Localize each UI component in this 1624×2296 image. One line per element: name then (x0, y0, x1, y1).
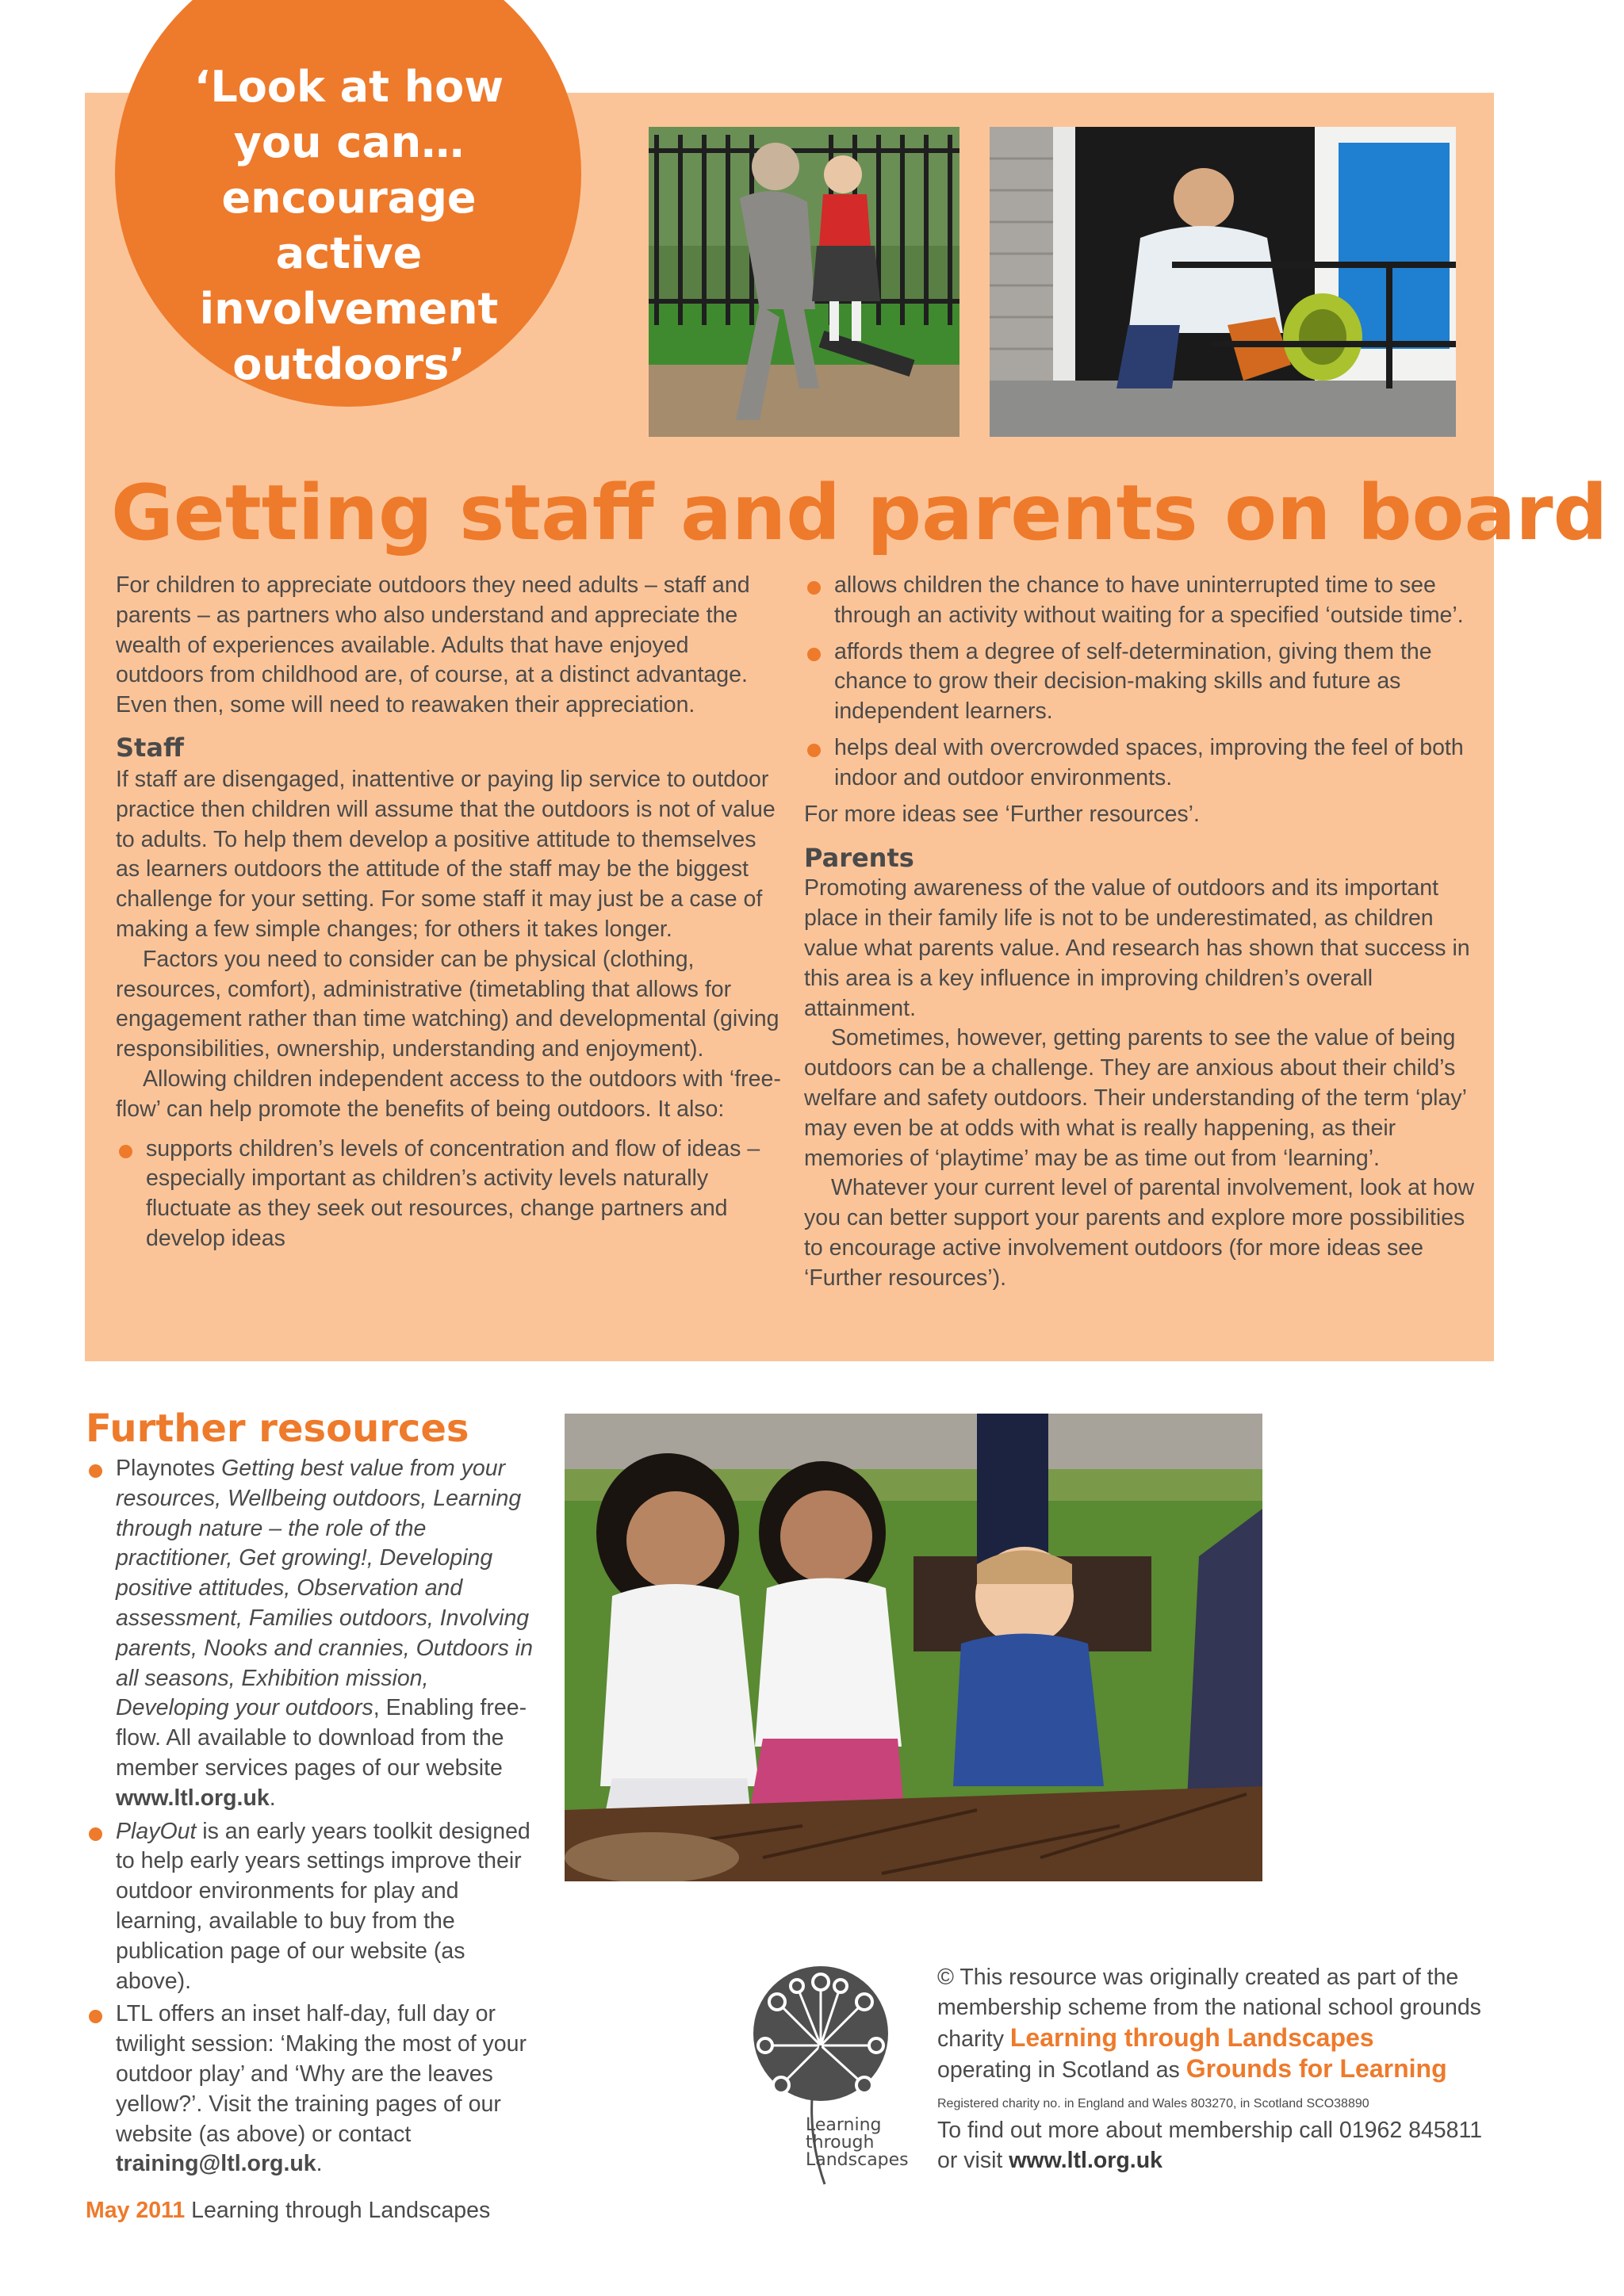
credit-text: © This resource was originally created as part of the membership scheme from the national school grounds charity (937, 1965, 1481, 2052)
list-item: supports children’s levels of concentration and flow of ideas – especially important as children’s activity levels naturally fluctuate as they seek out resources, change partners and develop ideas (116, 1135, 782, 1254)
list-item: allows children the chance to have uninterrupted time to see through an activity without waiting for a specified ‘outside time’. (804, 571, 1478, 631)
logo-line: Learning (806, 2115, 882, 2135)
membership-text: To find out more about membership call 01962 845811 or visit (937, 2117, 1483, 2173)
playout-title: PlayOut (116, 1818, 197, 1844)
free-flow-benefits-list-continued (804, 571, 1478, 794)
photo-man-with-bucket (990, 127, 1456, 437)
list-item (86, 1454, 546, 1814)
page-headline: Getting staff and parents on board (111, 469, 1608, 557)
list-item: helps deal with overcrowded spaces, improving the feel of both indoor and outdoor environments. (804, 733, 1478, 794)
left-column (116, 571, 782, 1254)
punctuation: . (316, 2151, 323, 2177)
playnotes-titles: Getting best value from your resources, Wellbeing outdoors, Learning through nature – the role of the practitioner, Get growing!, Developing positive attitudes, Observation and assessment, Families outdoors, Involving parents, Nooks and crannies, Outdoors in all seasons, Exhibition mission, Developing your outdoors (116, 1456, 533, 1721)
free-flow-benefits-list (116, 1135, 782, 1254)
more-ideas-note: For more ideas see ‘Further resources’. (804, 801, 1200, 827)
staff-paragraph-3: Allowing children independent access to the outdoors with ‘free-flow’ can help promote the benefits of being outdoors. It also: (116, 1066, 781, 1122)
gfl-charity-name: Grounds for Learning (1185, 2054, 1447, 2084)
callout-quote: ‘Look at how you can… encourage active involvement outdoors’ (193, 62, 504, 389)
photo-children-outdoors (565, 1414, 1262, 1881)
resources-list (86, 1454, 546, 2179)
list-item (86, 1817, 546, 1997)
page-footer (86, 2196, 490, 2225)
parents-paragraph-2: Sometimes, however, getting parents to see the value of being outdoors can be a challenge. They are anxious about their child’s welfare and safety outdoors. Their understanding of the term ‘play’ may even be at odds with what is really happening, as their memories of ‘playtime’ may be as time out from ‘learning’. (804, 1025, 1466, 1171)
resource-prefix: Playnotes (116, 1456, 222, 1481)
further-resources-section (86, 1405, 546, 2179)
parents-paragraph-3: Whatever your current level of parental involvement, look at how you can better support your parents and explore more possibilities to encourage active involvement outdoors (for more ideas see ‘Further resources’). (804, 1175, 1475, 1291)
right-column (804, 571, 1478, 1294)
registered-charity-note: Registered charity no. in England and Wales 803270, in Scotland SCO38890 (937, 2097, 1369, 2111)
issue-date: May 2011 (86, 2198, 186, 2223)
further-resources-heading: Further resources (86, 1406, 469, 1451)
training-email-link[interactable]: training@ltl.org.uk (116, 2151, 316, 2177)
list-item (86, 1999, 546, 2179)
credits-block (937, 1963, 1508, 2176)
resource-text: , Enabling free-flow. All available to download from the member services pages of our website (116, 1695, 527, 1781)
logo-wordmark (806, 2117, 909, 2169)
staff-paragraph-2: Factors you need to consider can be physical (clothing, resources, comfort), administrative (timetabling that allows for engagement rather than time watching) and developmental (giving responsibilities, ownership, understanding and enjoyment). (116, 946, 779, 1062)
resource-text: LTL offers an inset half-day, full day or twilight session: ‘Making the most of your outdoor play’ and ‘Why are the leaves yellow?’. Visit the training pages of our website (as above) or contact (116, 2001, 527, 2147)
parents-heading: Parents (804, 843, 914, 874)
parents-paragraph-1: Promoting awareness of the value of outdoors and its important place in their family life is not to be underestimated, as children value what parents value. And research has shown that success in this area is a key influence in improving children’s overall attainment. (804, 875, 1470, 1021)
website-link[interactable]: www.ltl.org.uk (1009, 2147, 1162, 2173)
publisher-name: Learning through Landscapes (191, 2198, 491, 2223)
photo-adult-helping-child (649, 127, 959, 437)
logo-line: through (806, 2133, 875, 2152)
staff-heading: Staff (116, 732, 184, 763)
staff-paragraph-1: If staff are disengaged, inattentive or paying lip service to outdoor practice then children will assume that the outdoors is not of value to adults. To help them develop a positive attitude to themselves as learners outdoors the attitude of the staff may be the biggest challenge for your setting. For some staff it may just be a case of making a few simple changes; for others it takes longer. (116, 766, 776, 942)
logo-line: Landscapes (806, 2150, 909, 2170)
resource-text: is an early years toolkit designed to help early years settings improve their outdoor environments for play and learning, available to buy from the publication page of our website (as above). (116, 1818, 530, 1994)
list-item: affords them a degree of self-determination, giving them the chance to grow their decision-making skills and future as independent learners. (804, 637, 1478, 727)
website-link[interactable]: www.ltl.org.uk (116, 1785, 270, 1811)
intro-paragraph: For children to appreciate outdoors they need adults – staff and parents – as partners who also understand and appreciate the wealth of experiences available. Adults that have enjoyed outdoors from childhood are, of course, at a distinct advantage. Even then, some will need to reawaken their appreciation. (116, 572, 750, 718)
punctuation: . (269, 1785, 276, 1811)
ltl-charity-name: Learning through Landscapes (1009, 2022, 1374, 2052)
credit-text: operating in Scotland as (937, 2057, 1186, 2084)
